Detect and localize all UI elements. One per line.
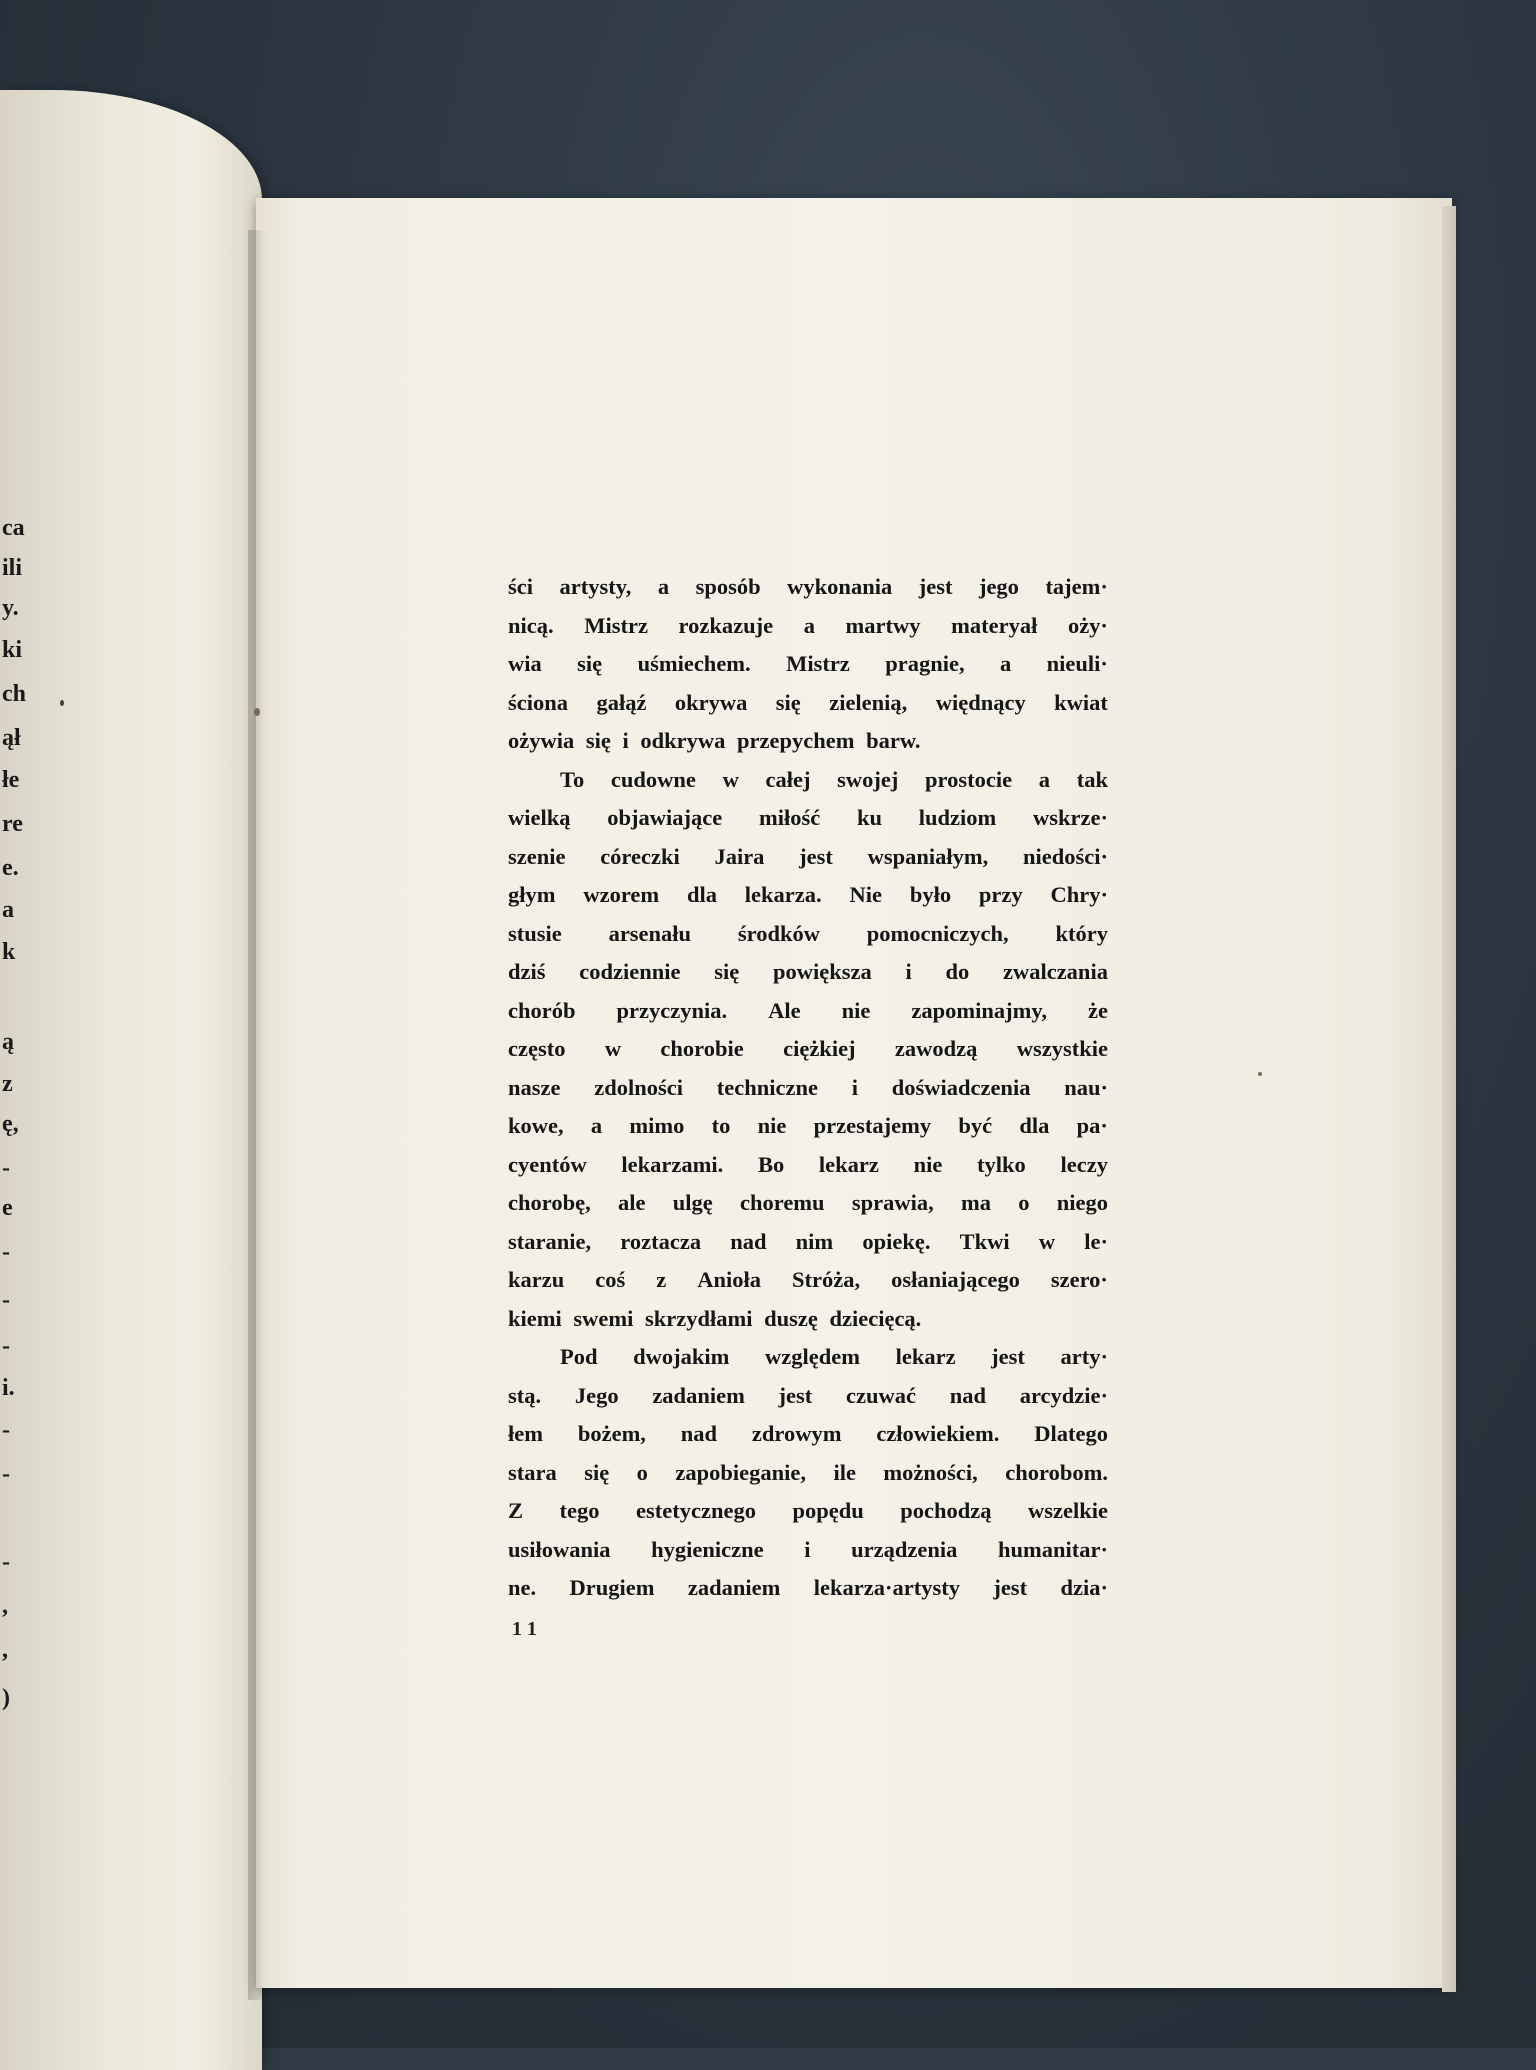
text-line: Pod dwojakim względem lekarz jest arty·: [560, 1344, 1108, 1369]
left-page: [0, 90, 262, 2070]
left-page-fragment: a: [2, 897, 14, 923]
left-page-fragment: ę,: [2, 1111, 19, 1137]
text-line: ści artysty, a sposób wykonania jest jego tajem·: [508, 574, 1108, 599]
left-page-fragment: e: [2, 1195, 13, 1221]
text-line: stara się o zapobieganie, ile możności, chorobom.: [508, 1459, 1108, 1485]
left-page-fragment: ca: [2, 515, 25, 541]
text-line: usiłowania hygieniczne i urządzenia humanitar·: [508, 1536, 1108, 1562]
text-line: cyentów lekarzami. Bo lekarz nie tylko leczy: [508, 1151, 1108, 1177]
text-line: kowe, a mimo to nie przestajemy być dla pa·: [508, 1113, 1108, 1138]
text-line: To cudowne w całej swojej prostocie a tak: [560, 766, 1108, 792]
left-page-fragment: y.: [2, 595, 19, 621]
text-line: kiemi swemi skrzydłami duszę dziecięcą.: [508, 1305, 922, 1331]
text-line: dziś codziennie się powiększa i do zwalczania: [508, 959, 1108, 984]
left-page-fragment: i.: [2, 1375, 15, 1401]
left-page-fragment: e.: [2, 855, 19, 881]
text-line: szenie córeczki Jaira jest wspaniałym, niedości·: [508, 843, 1108, 869]
text-line: karzu coś z Anioła Stróża, osłaniającego szero·: [508, 1267, 1108, 1292]
text-line: chorobę, ale ulgę choremu sprawia, ma o niego: [508, 1190, 1108, 1215]
left-page-fragment: -: [2, 1239, 10, 1265]
left-page-fragment: ,: [2, 1593, 8, 1619]
text-line: ne. Drugiem zadaniem lekarza·artysty jest dzia·: [508, 1575, 1108, 1600]
text-line: Z tego estetycznego popędu pochodzą wszelkie: [508, 1498, 1108, 1523]
left-page-fragment: k: [2, 939, 16, 965]
page-edge: [1442, 206, 1456, 1992]
text-line: często w chorobie ciężkiej zawodzą wszystkie: [508, 1036, 1108, 1061]
paper-speck: [254, 708, 260, 716]
left-page-text-fragments: [0, 90, 60, 2070]
text-line: łem bożem, nad zdrowym człowiekiem. Dlatego: [508, 1421, 1108, 1446]
left-page-fragment: -: [2, 1333, 10, 1359]
left-page-fragment: re: [2, 811, 23, 837]
left-page-fragment: ,: [2, 1637, 8, 1663]
left-page-fragment: łe: [2, 767, 20, 793]
text-line: głym wzorem dla lekarza. Nie było przy Chry·: [508, 882, 1108, 907]
text-line: stusie arsenału środków pomocniczych, który: [508, 920, 1108, 946]
text-line: chorób przyczynia. Ale nie zapominajmy, że: [508, 997, 1108, 1023]
text-line: wielką objawiające miłość ku ludziom wskrze·: [508, 805, 1108, 830]
left-page-fragment: -: [2, 1287, 10, 1313]
left-page-fragment: ch: [2, 681, 26, 707]
paper-speck: [60, 700, 64, 706]
text-line: ożywia się i odkrywa przepychem barw.: [508, 728, 921, 753]
text-line: nasze zdolności techniczne i doświadczenia nau·: [508, 1074, 1108, 1100]
left-page-fragment: z: [2, 1071, 13, 1097]
left-page-fragment: ą: [2, 1029, 14, 1055]
text-line: nicą. Mistrz rozkazuje a martwy materyał oży·: [508, 612, 1108, 638]
book-gutter-shadow: [248, 230, 266, 2000]
text-line: stą. Jego zadaniem jest czuwać nad arcydzie·: [508, 1382, 1108, 1408]
left-page-fragment: -: [2, 1417, 10, 1443]
left-page-fragment: -: [2, 1549, 10, 1575]
left-page-fragment: ): [2, 1685, 10, 1711]
text-line: ściona gałąź okrywa się zielenią, więdnący kwiat: [508, 689, 1108, 715]
left-page-fragment: -: [2, 1461, 10, 1487]
left-page-fragment: -: [2, 1155, 10, 1181]
body-text: [508, 568, 1108, 1608]
text-line: wia się uśmiechem. Mistrz pragnie, a nieuli·: [508, 651, 1108, 676]
paper-speck: [1258, 1072, 1262, 1076]
left-page-fragment: ął: [2, 725, 21, 751]
page-number: 11: [512, 1618, 543, 1640]
text-line: staranie, roztacza nad nim opiekę. Tkwi w le·: [508, 1228, 1108, 1254]
left-page-fragment: ili: [2, 555, 23, 581]
left-page-fragment: ki: [2, 637, 23, 663]
